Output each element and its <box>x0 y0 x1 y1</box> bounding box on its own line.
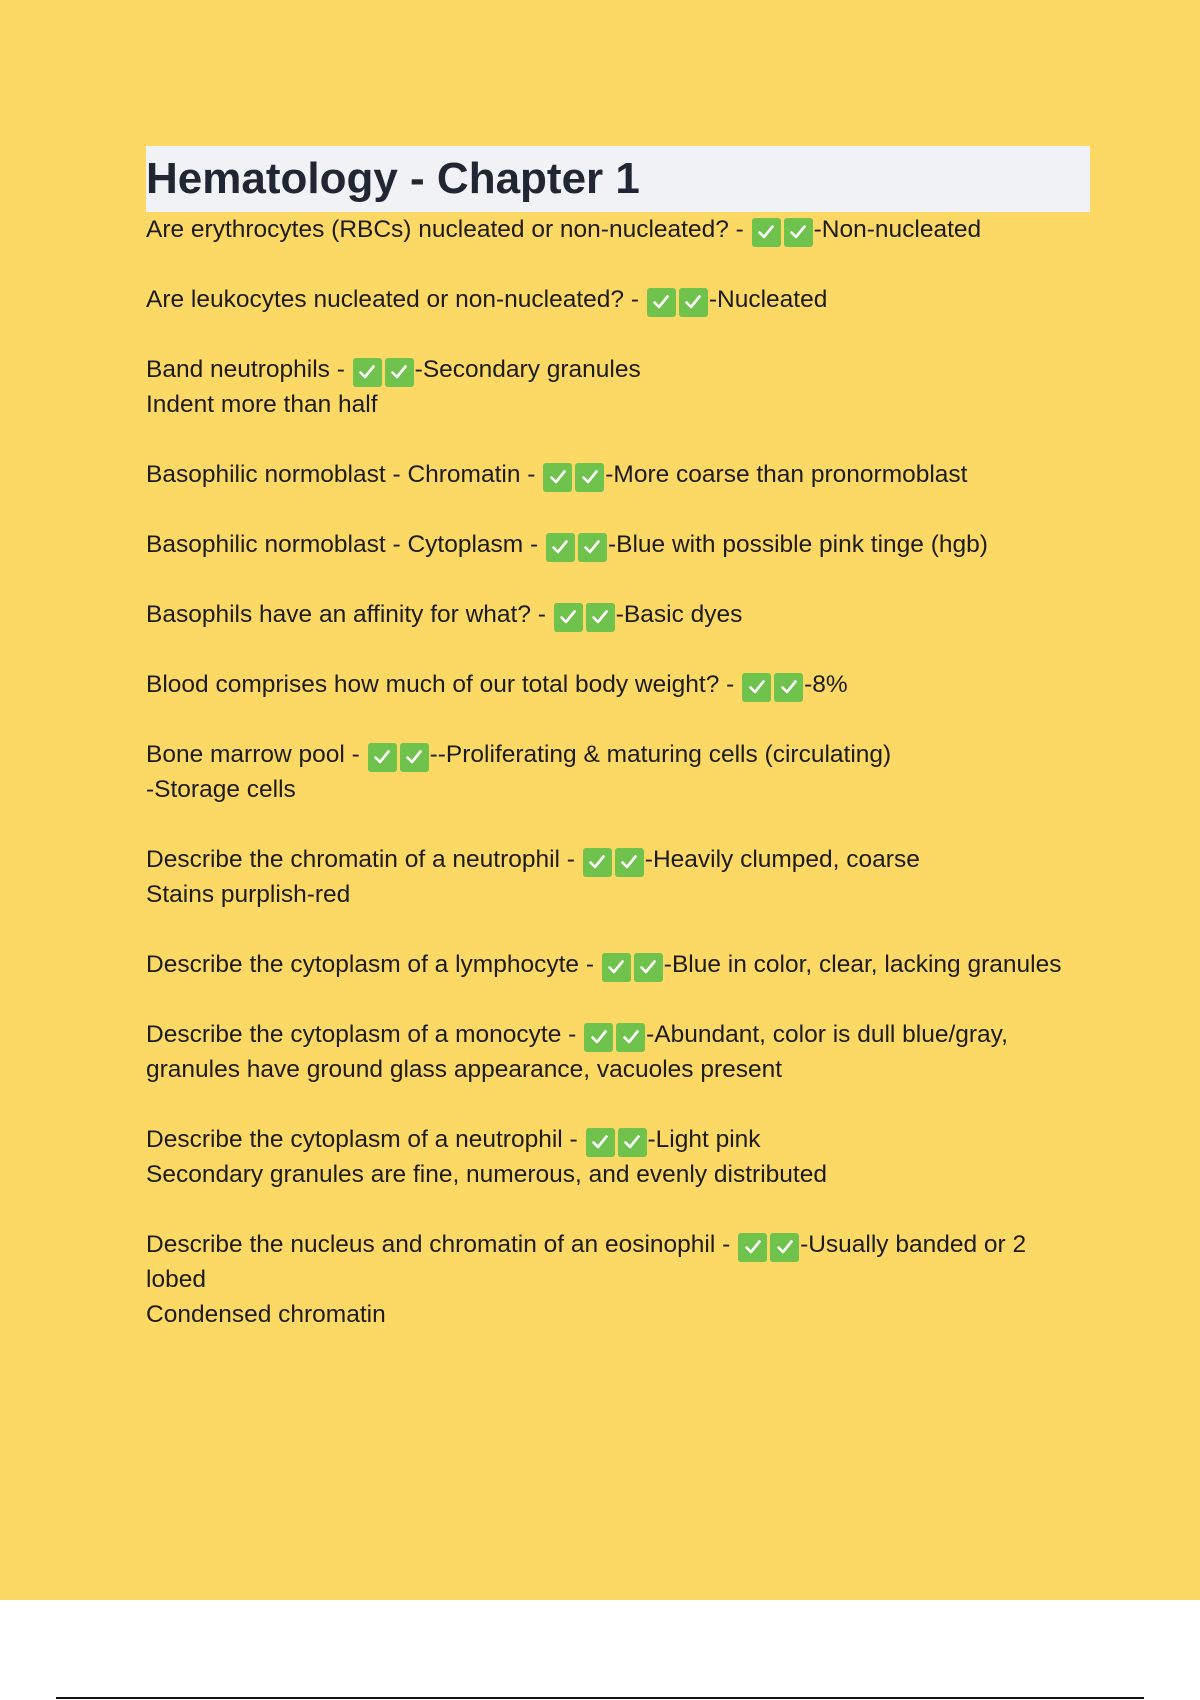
question-text: Blood comprises how much of our total body weight? - <box>146 671 742 698</box>
check-mark-icon <box>770 1233 799 1262</box>
answer-marker <box>543 463 604 492</box>
answer-marker <box>586 1128 647 1157</box>
question-text: Band neutrophils - <box>146 356 352 383</box>
answer-text: -Light pink <box>647 1126 761 1153</box>
answer-marker <box>738 1233 799 1262</box>
question-text: Bone marrow pool - <box>146 741 367 768</box>
footer-divider <box>56 1697 1144 1699</box>
flashcard-item <box>146 842 1090 912</box>
flashcard-item <box>146 947 1090 982</box>
answer-marker <box>647 288 708 317</box>
check-mark-icon <box>602 953 631 982</box>
question-text: Basophilic normoblast - Chromatin - <box>146 461 543 488</box>
answer-marker <box>546 533 607 562</box>
check-mark-icon <box>584 1023 613 1052</box>
flashcard-item <box>146 737 1090 807</box>
question-text: Describe the cytoplasm of a neutrophil - <box>146 1126 585 1153</box>
check-mark-icon <box>679 288 708 317</box>
flashcard-item <box>146 352 1090 422</box>
question-text: Are leukocytes nucleated or non-nucleated? - <box>146 286 646 313</box>
answer-text: -Nucleated <box>708 286 828 313</box>
answer-marker <box>752 218 813 247</box>
answer-continuation: -Storage cells <box>146 776 296 803</box>
flashcard-item <box>146 1227 1090 1332</box>
answer-text: -8% <box>804 671 848 698</box>
answer-text: --Proliferating & maturing cells (circulating) <box>429 741 892 768</box>
answer-text: -Blue with possible pink tinge (hgb) <box>607 531 988 558</box>
check-mark-icon <box>742 673 771 702</box>
question-text: Describe the cytoplasm of a monocyte - <box>146 1021 584 1048</box>
check-mark-icon <box>554 603 583 632</box>
flashcard-item <box>146 282 1090 317</box>
check-mark-icon <box>583 848 612 877</box>
answer-marker <box>554 603 615 632</box>
answer-text: -More coarse than pronormoblast <box>605 461 968 488</box>
question-text: Describe the chromatin of a neutrophil - <box>146 846 582 873</box>
flashcard-list <box>146 212 1090 1332</box>
title-bar <box>146 146 1090 212</box>
check-mark-icon <box>634 953 663 982</box>
answer-text: -Basic dyes <box>615 601 743 628</box>
check-mark-icon <box>774 673 803 702</box>
check-mark-icon <box>784 218 813 247</box>
flashcard-item <box>146 212 1090 247</box>
answer-marker <box>742 673 803 702</box>
answer-continuation: Indent more than half <box>146 391 378 418</box>
answer-marker <box>584 1023 645 1052</box>
question-text: Describe the cytoplasm of a lymphocyte - <box>146 951 601 978</box>
page-title: Hematology - Chapter 1 <box>146 154 640 203</box>
answer-marker <box>602 953 663 982</box>
check-mark-icon <box>738 1233 767 1262</box>
answer-continuation: Secondary granules are fine, numerous, and evenly distributed <box>146 1161 827 1188</box>
check-mark-icon <box>353 358 382 387</box>
answer-text: -Non-nucleated <box>813 216 982 243</box>
question-text: Basophils have an affinity for what? - <box>146 601 553 628</box>
flashcard-item <box>146 527 1090 562</box>
question-text: Basophilic normoblast - Cytoplasm - <box>146 531 545 558</box>
answer-text: -Heavily clumped, coarse <box>644 846 920 873</box>
check-mark-icon <box>586 1128 615 1157</box>
answer-text: -Secondary granules <box>414 356 641 383</box>
answer-marker <box>353 358 414 387</box>
flashcard-item <box>146 667 1090 702</box>
check-mark-icon <box>546 533 575 562</box>
check-mark-icon <box>578 533 607 562</box>
check-mark-icon <box>400 743 429 772</box>
answer-text: -Usually banded or 2 lobed <box>146 1231 1027 1293</box>
answer-continuation: Condensed chromatin <box>146 1301 386 1328</box>
check-mark-icon <box>543 463 572 492</box>
flashcard-item <box>146 1122 1090 1192</box>
check-mark-icon <box>618 1128 647 1157</box>
answer-marker <box>583 848 644 877</box>
question-text: Describe the nucleus and chromatin of an eosinophil - <box>146 1231 738 1258</box>
check-mark-icon <box>647 288 676 317</box>
answer-text: -Abundant, color is dull blue/gray, granules have ground glass appearance, vacuoles present <box>146 1021 1008 1083</box>
flashcard-item <box>146 1017 1090 1087</box>
document-content <box>146 146 1090 1367</box>
check-mark-icon <box>615 848 644 877</box>
flashcard-item <box>146 597 1090 632</box>
check-mark-icon <box>575 463 604 492</box>
page-footer <box>0 1600 1200 1700</box>
question-text: Are erythrocytes (RBCs) nucleated or non-nucleated? - <box>146 216 751 243</box>
check-mark-icon <box>368 743 397 772</box>
flashcard-item <box>146 457 1090 492</box>
answer-marker <box>368 743 429 772</box>
check-mark-icon <box>752 218 781 247</box>
answer-text: -Blue in color, clear, lacking granules <box>663 951 1062 978</box>
check-mark-icon <box>385 358 414 387</box>
check-mark-icon <box>616 1023 645 1052</box>
answer-continuation: Stains purplish-red <box>146 881 351 908</box>
check-mark-icon <box>586 603 615 632</box>
